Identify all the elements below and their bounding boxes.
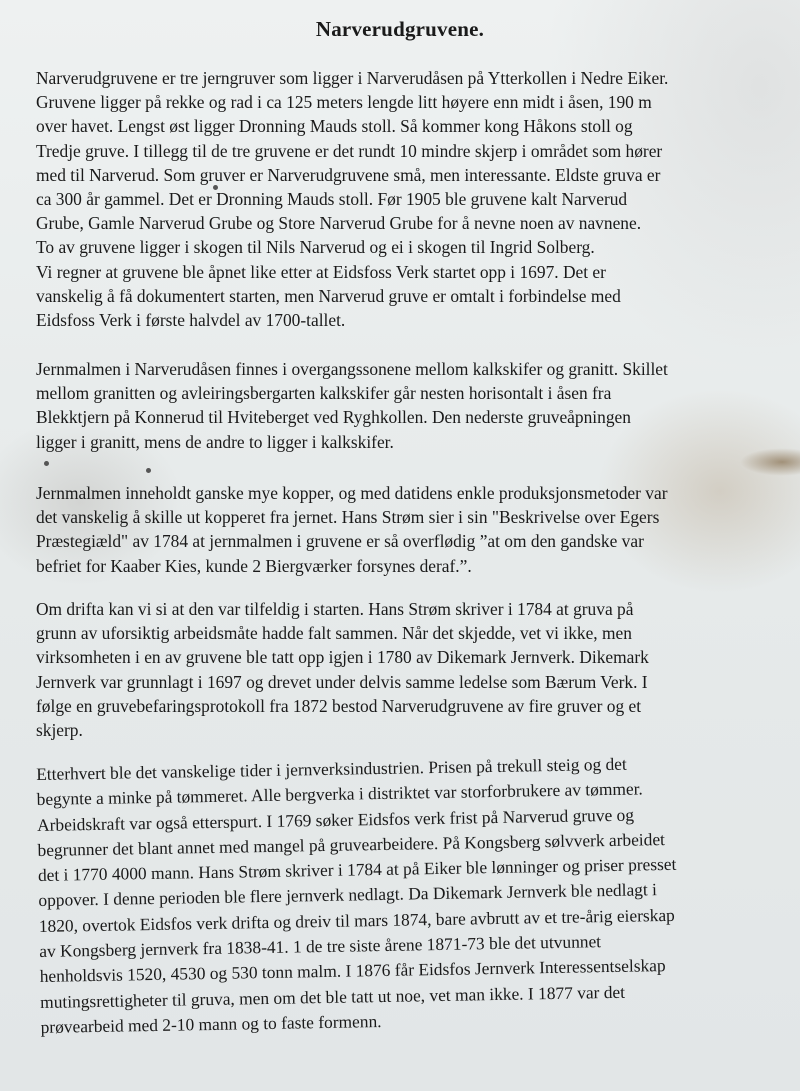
text-line: det vanskelig å skille ut kopperet fra jernet. Hans Strøm sier i sin "Beskrivelse over Egers <box>36 507 660 528</box>
text-line: befriet for Kaaber Kies, kunde 2 Biergværker forsynes deraf.”. <box>36 555 472 576</box>
text-line: To av gruvene ligger i skogen til Nils Narverud og ei i skogen til Ingrid Solberg. <box>36 237 595 258</box>
text-line: Eidsfoss Verk i første halvdel av 1700-tallet. <box>36 310 346 331</box>
text-line: Gruvene ligger på rekke og rad i ca 125 meters lengde litt høyere enn midt i åsen, 190 m <box>36 92 652 113</box>
text-line: virksomheten i en av gruvene ble tatt opp igjen i 1780 av Dikemark Jernverk. Dikemark <box>36 647 649 668</box>
text-line: Arbeidskraft var også etterspurt. I 1769 søker Eidsfos verk frist på Narverud gruve og <box>36 804 635 835</box>
text-line: 1820, overtok Eidsfos verk drifta og dreiv til mars 1874, bare avbrutt av et tre-årig eierskap <box>38 904 675 936</box>
text-line: begrunner det blant annet med mangel på gruvearbeidere. På Kongsberg sølvverk arbeidet <box>37 828 666 860</box>
text-line: ca 300 år gammel. Det er Dronning Mauds stoll. Før 1905 ble gruvene kalt Narverud <box>36 189 628 210</box>
text-line: Blekktjern på Konnerud til Hviteberget ved Ryghkollen. Den nederste gruveåpningen <box>36 407 631 428</box>
pin-mark <box>44 461 49 466</box>
text-line: Præstegiæld" av 1784 at jernmalmen i gruvene er så overflødig ”at om den gandske var <box>36 531 644 552</box>
text-line: henholdsvis 1520, 4530 og 530 tonn malm. I 1876 får Eidsfos Jernverk Interessentselskap <box>39 955 666 987</box>
paragraph-operation <box>36 597 786 742</box>
text-line: oppover. I denne perioden ble flere jernverk nedlagt. Da Dikemark Jernverk ble nedlagt i <box>38 879 658 911</box>
paragraph-geology <box>36 357 786 454</box>
text-line: skjerp. <box>36 720 83 741</box>
pin-mark <box>146 468 151 473</box>
text-line: Grube, Gamle Narverud Grube og Store Narverud Grube for å nevne noen av navnene. <box>36 213 642 234</box>
text-line: Etterhvert ble det vanskelige tider i jernverksindustrien. Prisen på trekull steig og det <box>36 753 627 784</box>
text-line: med til Narverud. Som gruver er Narverudgruvene små, men interessante. Eldste gruva er <box>36 164 661 185</box>
text-line: av Kongsberg jernverk fra 1838-41. 1 de tre siste årene 1871-73 ble det utvunnet <box>39 931 602 962</box>
text-line: Jernmalmen i Narverudåsen finnes i overgangssonene mellom kalkskifer og granitt. Skillet <box>36 359 668 379</box>
text-line: prøvearbeid med 2-10 mann og to faste formenn. <box>40 1010 382 1037</box>
text-line: vanskelig å få dokumentert starten, men Narverud gruve er omtalt i forbindelse med <box>36 285 621 306</box>
text-line: over havet. Lengst øst ligger Dronning Mauds stoll. Så kommer kong Håkons stoll og <box>36 116 633 137</box>
paragraph-intro <box>36 66 786 332</box>
text-line: Vi regner at gruvene ble åpnet like etter at Eidsfoss Verk startet opp i 1697. Det er <box>36 261 606 282</box>
text-line: Jernverk var grunnlagt i 1697 og drevet under delvis samme ledelse som Bærum Verk. I <box>36 671 648 692</box>
text-line: grunn av uforsiktig arbeidsmåte hadde falt sammen. Når det skjedde, vet vi ikke, men <box>36 623 632 644</box>
text-line: mellom granitten og avleiringsbergarten kalkskifer går nesten horisontalt i åsen fra <box>36 383 612 404</box>
text-line: begynte a minke på tømmeret. Alle bergverka i distriktet var storforbrukere av tømmer. <box>36 778 643 810</box>
document-title: Narverudgruvene. <box>315 17 485 41</box>
text-line: mutingsrettigheter til gruva, men om det ble tatt ut noe, vet man ikke. I 1877 var det <box>40 981 626 1012</box>
text-line: følge en gruvebefaringsprotokoll fra 1872 bestod Narverudgruvene av fire gruver og et <box>36 695 642 716</box>
text-line: Narverudgruvene er tre jerngruver som ligger i Narverudåsen på Ytterkollen i Nedre Eiker. <box>36 68 669 88</box>
text-line: Om drifta kan vi si at den var tilfeldig i starten. Hans Strøm skriver i 1784 at gruva på <box>36 599 634 619</box>
text-line: Jernmalmen inneholdt ganske mye kopper, og med datidens enkle produksjonsmetoder var <box>36 483 668 503</box>
text-line: Tredje gruve. I tillegg til de tre gruvene er det rundt 10 mindre skjerp i området som hører <box>36 140 663 161</box>
paragraph-decline <box>36 749 791 1040</box>
paragraph-copper <box>36 481 786 578</box>
text-line: det i 1770 4000 mann. Hans Strøm skriver i 1784 at på Eiker ble lønninger og priser presset <box>37 854 677 886</box>
text-line: ligger i granitt, mens de andre to ligger i kalkskifer. <box>36 431 394 452</box>
